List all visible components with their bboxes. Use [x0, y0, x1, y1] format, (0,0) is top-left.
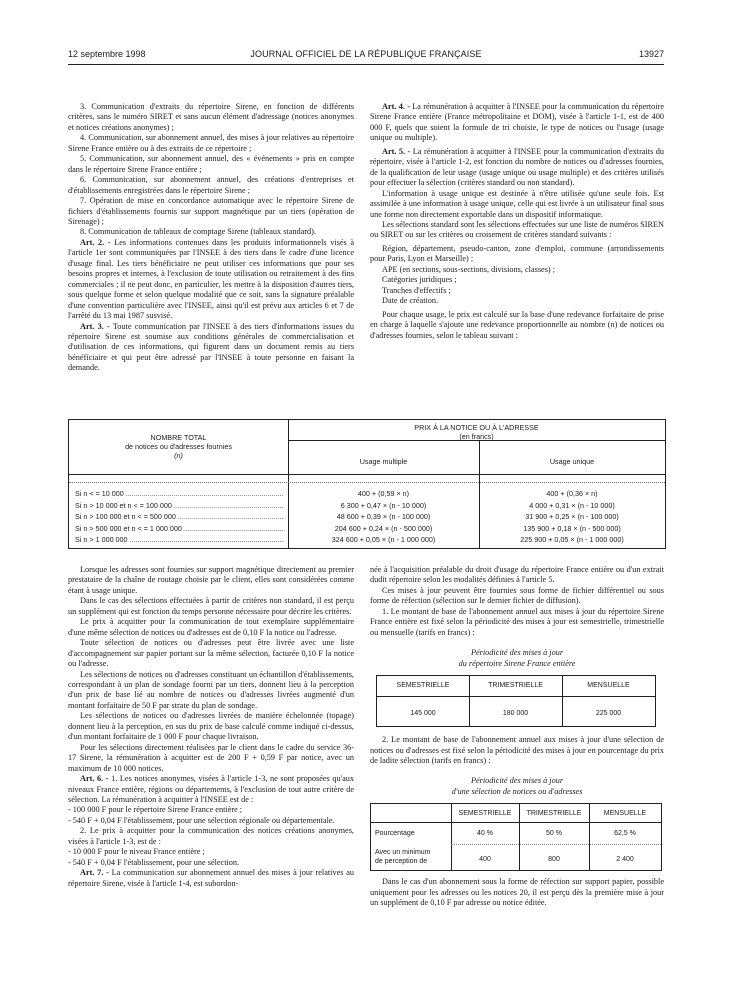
column-header: MENSUELLE	[587, 682, 630, 690]
paragraph: Les sélections de notices ou d'adresses livrées de manière échelonnée (topage) donnent lieu à la perception, en sus du prix de base calculé comme indiqué ci-dessus, d'un montant forfaitaire de 1 000 F pour chaque livraison.	[68, 711, 354, 742]
price-table	[68, 419, 666, 549]
row-label: Si n > 10 000 et n < = 100 000 .....	[75, 501, 284, 510]
paragraph: Dans le cas d'un abonnement sous la forme de réfection sur support papier, possible uniquement pour les adresses ou les notices 20, il est perçu dès la première mise à jour un supplément de 0,10 F par adresse ou notice éditée.	[370, 877, 664, 908]
price-unique: 4 000 + 0,31 × (n - 10 000)	[529, 500, 615, 510]
article-label: Art. 7. -	[80, 868, 109, 878]
bottom-right-column	[370, 565, 664, 909]
price-multiple: 6 300 + 0,47 × (n - 10 000)	[340, 500, 427, 510]
article-5	[370, 147, 664, 189]
article-text: Toute communication par l'INSEE à des tiers d'informations issues du répertoire Sirene est soumise aux conditions générales de commercialisation et d'utilisation de ces informations, qui figurent dans un document remis au tiers bénéficiaire et qui peut être adressé par l'INSEE à toute personne en faisant la demande.	[68, 321, 354, 373]
paragraph: L'information à usage unique est destinée à n'être utilisée qu'une seule fois. Est assimilée à une information à usage unique, celle qui est livrée à un utilisateur final sous une forme non directement exportable dans un dispositif informatique.	[370, 188, 664, 219]
criterion: Date de création.	[382, 296, 439, 306]
header-line: (en francs)	[459, 432, 494, 441]
paragraph: 7. Opération de mise en concordance automatique avec le répertoire Sirene de fichiers d'établissements fournis sur support magnétique par un tiers (opération de Sirenage) ;	[68, 196, 354, 226]
table-cell: 180 000	[502, 710, 529, 718]
paragraph: Toute sélection de notices ou d'adresses peut être livrée avec une liste d'accompagnement sur papier portant sur la même sélection, facturée 0,10 F la notice ou l'adresse.	[68, 638, 354, 669]
table-cell: 145 000	[410, 710, 436, 718]
top-left-column	[68, 102, 354, 374]
article-3	[68, 322, 354, 374]
article-text: La communication sur abonnement annuel des mises à jour relatives au répertoire Sirene, visée à l'article 1-4, est subordon-	[68, 868, 354, 888]
paragraph: Dans le cas des sélections effectuées à partir de critères non standard, il est perçu un supplément qui est fonction du temps personne nécessaire pour décrire les critères.	[68, 596, 354, 616]
article-text: La rémunération à acquitter à l'INSEE pour la communication du répertoire Sirene France entière (France métropolitaine et DOM), visée à l'article 1-1, est de 400 000 F, quels que soient la formule de tri choisie, le type de notices ou l'usage (usage unique ou multiple).	[370, 102, 664, 143]
paragraph: 5. Communication, sur abonnement annuel, des « événements » pris en compte dans le répertoire Sirene France entière ;	[68, 154, 354, 174]
price-unique: 225 900 + 0,05 × (n - 1 000 000)	[520, 535, 624, 544]
price-row	[69, 524, 665, 535]
price-multiple: 204 600 + 0,24 × (n - 500 000)	[334, 523, 433, 533]
row-label: Si n > 100 000 et n < = 500 000 .....	[75, 512, 284, 521]
price-unique: 135 900 + 0,18 × (n - 500 000)	[523, 523, 621, 533]
page-number: 13927	[638, 49, 664, 59]
article-label: Art. 6. -	[80, 774, 109, 784]
table-caption: du répertoire Sirene France entière	[458, 658, 576, 668]
column-header: TRIMESTRIELLE	[488, 682, 543, 690]
table-caption: Périodicité des mises à jour	[470, 648, 564, 658]
paragraph: Pour chaque usage, le prix est calculé sur la base d'une redevance forfaitaire de prise en charge à laquelle s'ajoute une redevance proportionnelle au nombre (n) de notices ou d'adresses fournies, selon le tableau suivant :	[370, 309, 664, 340]
paragraph: 6. Communication, sur abonnement annuel, des créations d'entreprises et d'établissements enregistrées dans le répertoire Sirene ;	[68, 175, 354, 195]
journal-title: JOURNAL OFFICIEL DE LA RÉPUBLIQUE FRANÇAISE	[250, 49, 482, 59]
table-cell: 50 %	[546, 830, 562, 838]
column-header: SEMESTRIELLE	[458, 810, 512, 818]
paragraph: née à l'acquisition préalable du droit d'usage du répertoire France entière ou d'un extrait dudit répertoire selon les modalités définies à l'article 5.	[370, 565, 664, 585]
price-row	[69, 489, 665, 500]
article-label: Art. 2. -	[80, 237, 111, 247]
table-cell: 62,5 %	[614, 830, 636, 838]
article-6	[68, 774, 354, 805]
paragraph: 2. Le prix à acquitter pour la communication des notices créations anonymes, visées à l'article 1-3, est de :	[68, 826, 354, 846]
article-label: Art. 3. -	[80, 321, 110, 331]
header-line: PRIX À LA NOTICE OU À L'ADRESSE	[414, 423, 539, 432]
row-label: Pourcentage	[375, 830, 415, 838]
criterion: APE (en sections, sous-sections, divisions, classes) ;	[382, 264, 556, 274]
group-header-price	[288, 423, 665, 441]
row-label: Si n > 500 000 et n < = 1 000 000 .....	[75, 524, 284, 533]
article-4	[370, 102, 664, 144]
list-item: - 100 000 F pour le répertoire Sirene France entière ;	[68, 805, 243, 815]
paragraph: Ces mises à jour peuvent être fournies sous forme de fichier différentiel ou sous forme de réfection (sélection sur le dernier fichier de diffusion).	[370, 585, 664, 606]
table-cell: 225 000	[595, 710, 622, 718]
paragraph: Pour les sélections directement réalisées par le client dans le cadre du service 36-17 Sirene, la rémunération à acquitter est de 200 F + 0,59 F par notice, avec un maximum de 10 000 notices.	[68, 742, 354, 773]
article-7	[68, 868, 354, 889]
list-item: - 540 F + 0,04 F l'établissement, pour une sélection.	[68, 857, 240, 867]
price-unique: 31 900 + 0,25 × (n - 100 000)	[525, 512, 619, 521]
row-label-line: de perception de	[375, 858, 428, 866]
header-line: NOMBRE TOTAL	[150, 433, 207, 442]
header-line: de notices ou d'adresses fournies	[125, 442, 232, 451]
column-header-count	[69, 433, 288, 460]
column-header: MENSUELLE	[603, 810, 647, 818]
price-multiple: 324 600 + 0,05 × (n - 1 000 000)	[331, 535, 436, 544]
table-cell: 800	[548, 856, 560, 864]
row-label	[375, 848, 451, 866]
table-cell: 400	[479, 856, 491, 864]
paragraph: 4. Communication, sur abonnement annuel, des mises à jour relatives au répertoire Sirene France entière ou à des extraits de ce répertoire ;	[68, 133, 354, 153]
column-header-unique: Usage unique	[549, 457, 595, 466]
row-label-line: Avec un minimum	[375, 849, 431, 857]
list-item: - 540 F + 0,04 F l'établissement, pour une sélection régionale ou départementale.	[68, 815, 335, 825]
table-cell: 2 400	[616, 856, 634, 864]
price-row	[69, 535, 665, 546]
periodicity-table-selection	[370, 803, 662, 871]
periodicity-table-france	[376, 675, 656, 727]
price-multiple: 400 + (0,59 × n)	[357, 489, 410, 498]
page-header	[68, 49, 664, 63]
paragraph: 1. Le montant de base de l'abonnement annuel aux mises à jour du répertoire Sirene France entière est fixé selon la périodicité des mises à jour est semestrielle, trimestrielle ou mensuelle (tarifs en francs) :	[370, 606, 664, 637]
table-caption: Périodicité des mises à jour	[470, 776, 564, 786]
header-rule	[68, 64, 664, 65]
article-label: Art. 5. -	[382, 146, 411, 156]
paragraph: Lorsque les adresses sont fournies sur support magnétique directement au premier prestataire de la chaîne de routage choisie par le client, elles sont considérées comme étant à usage unique.	[68, 565, 354, 595]
article-label: Art. 4. -	[382, 102, 410, 111]
top-right-column	[370, 102, 664, 341]
price-unique: 400 + (0,36 × n)	[546, 489, 598, 498]
criterion: Tranches d'effectifs ;	[382, 285, 451, 295]
article-2	[68, 238, 354, 322]
criterion: Région, département, pseudo-canton, zone d'emploi, commune (arrondissements pour Paris, Lyon et Marseille) ;	[370, 243, 664, 264]
table-caption: d'une sélection de notices ou d'adresses	[451, 786, 583, 796]
paragraph: 2. Le montant de base de l'abonnement annuel aux mises à jour d'une sélection de notices ou d'adresses est fixé selon la périodicité des mises à jour en pourcentage du prix de ladite sélection (tarifs en francs) :	[370, 735, 664, 765]
article-text: Les informations contenues dans les produits informationnels visés à l'article 1er sont communiquées par l'INSEE à des tiers dans le cadre d'une licence d'usage final. Les tiers bénéficiaire ne peut utiliser ces informations que pour ses besoins propres et internes, à l'exclusion de toute utilisation ou retraitement à des fins commerciales ; il ne peut donc, en particulier, les mettre à la disposition d'autres tiers, sous quelque forme et selon quelque modalité que ce soit, sans la signature préalable d'une convention particulière avec l'INSEE, ainsi qu'il est prévu aux articles 6 et 7 de l'arrêté du 13 mai 1987 susvisé.	[68, 237, 354, 321]
column-header: TRIMESTRIELLE	[526, 810, 582, 818]
price-row	[69, 501, 665, 512]
criterion: Catégories juridiques ;	[382, 275, 457, 285]
header-line: (n)	[174, 451, 183, 460]
paragraph: 3. Communication d'extraits du répertoire Sirene, en fonction de différents critères, sans le numéro SIRET et sans aucun élément d'adressage (notices anonymes et notices créations anonymes) ;	[68, 102, 354, 132]
row-label: Si n > 1 000 000 .....	[75, 535, 284, 544]
paragraph: Les sélections standard sont les sélections effectuées sur une liste de numéros SIREN ou SIRET ou sur les critères ou croisement de critères standard suivants :	[370, 219, 664, 240]
paragraph: 8. Communication de tableaux de comptage Sirene (tableaux standard).	[80, 227, 316, 237]
bottom-left-column	[68, 565, 354, 889]
column-header-multiple: Usage multiple	[359, 457, 408, 466]
price-multiple: 48 600 + 0,39 × (n - 100 000)	[336, 512, 431, 521]
paragraph: Le prix à acquitter pour la communication de tout exemplaire supplémentaire d'une même sélection de notices ou d'adresses est de 0,10 F la notice ou l'adresse.	[68, 617, 354, 637]
issue-date: 12 septembre 1998	[68, 49, 146, 59]
price-row	[69, 512, 665, 523]
table-cell: 40 %	[477, 830, 493, 838]
article-text: La rémunération à acquitter à l'INSEE pour la communication d'extraits du répertoire, visée à l'article 1-2, est fonction du nombre de notices ou d'adresses fournies, de la qualification de leur usage (usage unique ou usage multiple) et des critères utilisés pour effectuer la sélection (critères standard ou non standard).	[370, 146, 664, 188]
paragraph: Les sélections de notices ou d'adresses constituant un échantillon d'établissements, correspondant à un plan de sondage fourni par un tiers, donnent lieu à la perception d'un prix de base lié au nombre de notices ou d'adresses livrées augmenté d'un montant forfaitaire de 50 F par strate du plan de sondage.	[68, 669, 354, 710]
column-header: SEMESTRIELLE	[396, 682, 450, 690]
article-text: 1. Les notices anonymes, visées à l'article 1-3, ne sont proposées qu'aux niveaux France entière, régions ou départements, à l'exclusion de tout autre critère de sélection. La rémunération à acquitter à l'INSEE est de :	[68, 774, 354, 804]
row-label: Si n < = 10 000 .....	[75, 489, 284, 498]
list-item: - 10 000 F pour le niveau France entière ;	[68, 847, 205, 857]
